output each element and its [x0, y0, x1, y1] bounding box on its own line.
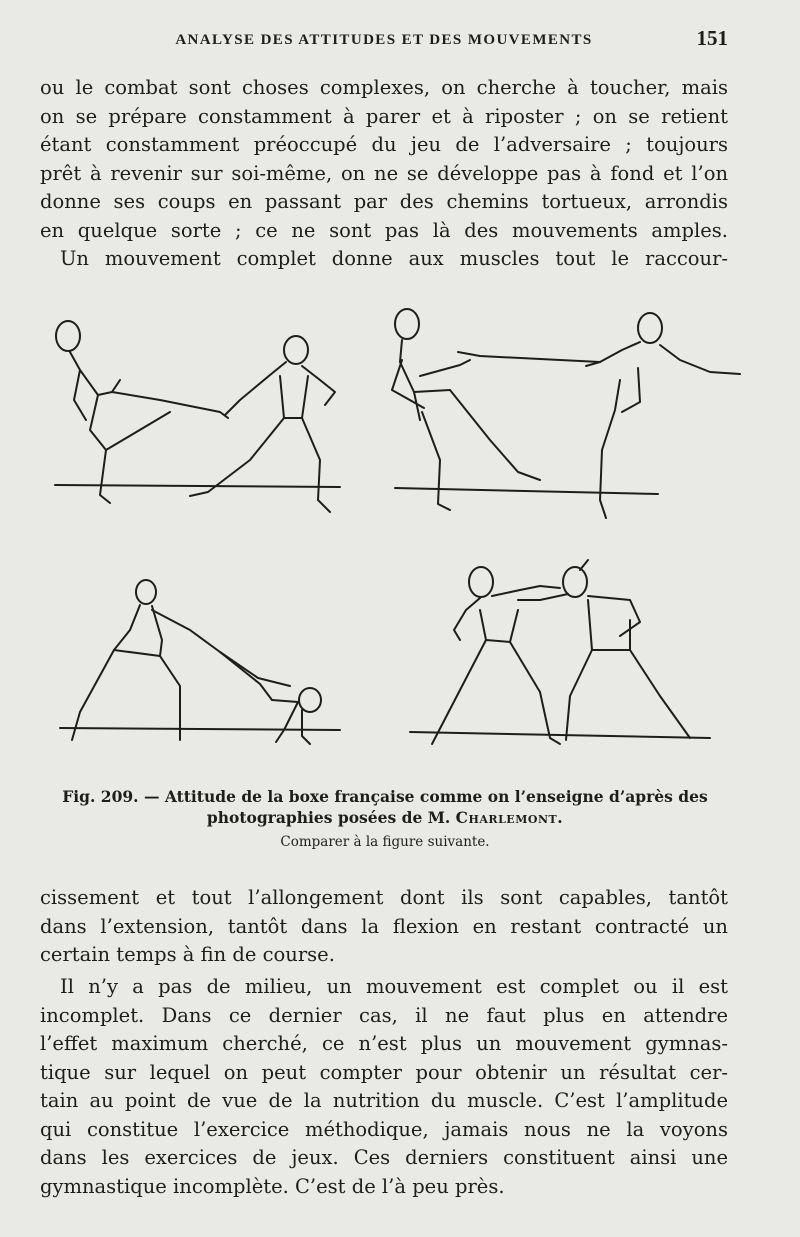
- text-line: dans les exercices de jeux. Ces derniers constituent ainsi une: [40, 1146, 728, 1169]
- caption-line-2-text: photographies posées de M.: [206, 808, 451, 827]
- page-number: 151: [696, 26, 728, 50]
- text-line: certain temps à fin de course.: [40, 943, 335, 966]
- text-line: on se prépare constamment à parer et à riposter ; on se retient: [40, 104, 728, 128]
- caption-line-2: [40, 807, 730, 828]
- text-line: gymnastique incomplète. C’est de l’à peu près.: [40, 1174, 505, 1198]
- text-line: donne ses coups en passant par des chemins tortueux, arrondis: [40, 190, 728, 213]
- paragraph-top: [40, 74, 728, 274]
- text-line: ou le combat sont choses complexes, on cherche à toucher, mais: [40, 76, 728, 99]
- panel-top-right: [392, 309, 740, 518]
- text-line: qui constitue l’exercice méthodique, jamais nous ne la voyons: [40, 1117, 728, 1141]
- text-line: étant constamment préoccupé du jeu de l’adversaire ; toujours: [40, 133, 728, 156]
- text-line: prêt à revenir sur soi-même, on ne se développe pas à fond et l’on: [40, 161, 728, 185]
- running-title: ANALYSE DES ATTITUDES ET DES MOUVEMENTS: [175, 32, 593, 48]
- caption-note: Comparer à la figure suivante.: [280, 834, 490, 850]
- boxing-figure-illustration: [40, 300, 760, 780]
- figure-caption: [40, 786, 730, 828]
- text-line: tain au point de vue de la nutrition du muscle. C’est l’amplitude: [40, 1089, 728, 1112]
- panel-top-left: [55, 321, 340, 512]
- text-line: cissement et tout l’allongement dont ils sont capables, tantôt: [40, 886, 728, 909]
- paragraph-continuation: [40, 884, 728, 970]
- text-line: l’effet maximum cherché, ce n’est plus un mouvement gymnas-: [40, 1032, 728, 1055]
- text-line: dans l’extension, tantôt dans la flexion en restant contracté un: [40, 914, 728, 938]
- panel-bottom-left: [60, 580, 340, 744]
- boxing-figure-drawing: [40, 300, 760, 780]
- text-line: incomplet. Dans ce dernier cas, il ne faut plus en attendre: [40, 1003, 728, 1027]
- text-line: Il n’y a pas de milieu, un mouvement est complet ou il est: [60, 975, 728, 998]
- caption-line-1: Fig. 209. — Attitude de la boxe française comme on l’enseigne d’après des: [62, 787, 708, 806]
- text-line: Un mouvement complet donne aux muscles tout le raccour-: [60, 247, 728, 270]
- panel-bottom-right: [410, 560, 710, 744]
- text-line: en quelque sorte ; ce ne sont pas là des mouvements amples.: [40, 218, 728, 242]
- caption-author-name: Charlemont.: [455, 808, 564, 827]
- running-head: [40, 26, 728, 60]
- text-line: tique sur lequel on peut compter pour obtenir un résultat cer-: [40, 1060, 728, 1084]
- paragraph-amplitude: [40, 973, 728, 1201]
